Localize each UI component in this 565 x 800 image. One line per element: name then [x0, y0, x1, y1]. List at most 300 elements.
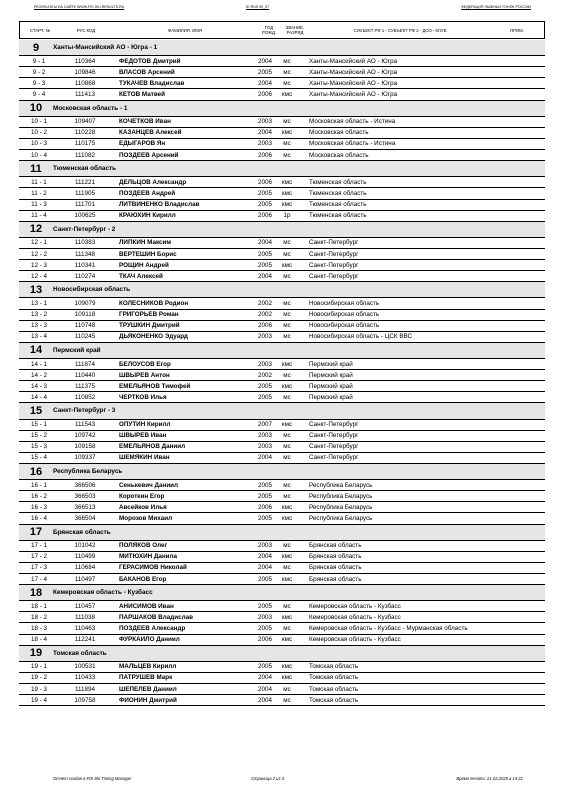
rank-cell: мс [283, 140, 291, 148]
athlete-name-cell: АНИСИМОВ Иван [119, 602, 174, 610]
rank-cell: кмс [281, 421, 293, 429]
rus-code-cell: 109846 [74, 68, 96, 76]
rank-cell: кмс [281, 129, 293, 137]
subject-region-cell: Тюменская область [309, 178, 367, 186]
table-row [19, 673, 545, 684]
rus-code-cell: 110684 [74, 564, 96, 572]
subject-region-cell: Новосибирская область [309, 299, 380, 307]
subject-region-cell: Томская область [309, 696, 359, 704]
rus-code-cell: 110341 [74, 261, 96, 269]
rus-code-cell: 101042 [74, 542, 96, 550]
athlete-name-cell: ШВЫРЕВ Антон [119, 371, 170, 379]
birth-year-cell: 2005 [257, 481, 272, 489]
team-group [19, 343, 545, 404]
birth-year-cell: 2005 [257, 602, 272, 610]
table-row [19, 238, 545, 249]
athlete-name-cell: ПОЗДЕЕВ Александр [119, 624, 186, 632]
athlete-name-cell: ЧЕРТКОВ Илья [119, 393, 167, 401]
athlete-name-cell: МАЛЬЦЕВ Кирилл [119, 663, 177, 671]
footer-page-number: Страница 2 из 3 [251, 776, 284, 781]
team-number: 16 [29, 465, 43, 478]
birth-year-cell: 2004 [257, 79, 272, 87]
rus-code-cell: 110274 [74, 272, 96, 280]
team-name: Санкт-Петербург - 3 [53, 407, 116, 415]
subject-region-cell: Томская область [309, 663, 359, 671]
rank-cell: кмс [281, 674, 293, 682]
rus-code-cell: 109158 [74, 443, 96, 451]
start-number-cell: 18 - 3 [30, 624, 48, 632]
athlete-name-cell: КРАЮХИН Кирилл [119, 212, 176, 220]
team-name: Ханты-Мансийский АО - Югра - 1 [53, 44, 158, 52]
start-number-cell: 9 - 2 [32, 68, 46, 76]
athlete-name-cell: Короткин Егор [119, 492, 165, 500]
birth-year-cell: 2004 [257, 674, 272, 682]
col-note: ПРИМ. [510, 27, 524, 33]
athlete-name-cell: ДЬЯКОНЕНКО Эдуард [119, 333, 188, 341]
start-number-cell: 19 - 3 [30, 685, 48, 693]
start-number-cell: 13 - 2 [30, 311, 48, 319]
table-row [19, 150, 545, 161]
table-row [19, 128, 545, 139]
athlete-name-cell: ЛИПКИН Максим [119, 239, 172, 247]
rank-cell: кмс [281, 189, 293, 197]
team-number: 9 [32, 41, 40, 54]
team-header [19, 646, 545, 662]
table-row [19, 67, 545, 78]
athlete-name-cell: ШЕМЯКИН Иван [119, 454, 170, 462]
start-number-cell: 10 - 4 [30, 151, 48, 159]
rank-cell: 1р [283, 212, 291, 220]
subject-region-cell: Республика Беларусь [309, 481, 373, 489]
birth-year-cell: 2006 [257, 178, 272, 186]
rus-code-cell: 110497 [74, 575, 96, 583]
rank-cell: мс [283, 322, 291, 330]
athlete-name-cell: ПАРШАКОВ Владислав [119, 613, 193, 621]
rank-cell: кмс [281, 575, 293, 583]
rus-code-cell: 110868 [74, 79, 96, 87]
rus-code-cell: 111375 [74, 382, 96, 390]
rus-code-cell: 111413 [74, 91, 96, 99]
birth-year-cell: 2003 [257, 118, 272, 126]
rank-cell: кмс [281, 636, 293, 644]
table-row [19, 541, 545, 552]
start-number-cell: 12 - 2 [30, 250, 48, 258]
team-name: Московская область - 1 [53, 104, 128, 112]
header-right-text: ФЕДЕРАЦИЯ ЛЫЖНЫХ ГОНОК РОССИИ [461, 5, 531, 9]
start-number-cell: 9 - 1 [32, 57, 46, 65]
footer-software: Отчет создан в FIS Ski Timing Manager [53, 776, 132, 781]
athlete-name-cell: ОПУТИН Кирилл [119, 421, 171, 429]
rank-cell: мс [283, 311, 291, 319]
team-header [19, 222, 545, 238]
rus-code-cell: 111543 [74, 421, 96, 429]
rus-code-cell: 109118 [74, 311, 96, 319]
rank-cell: мс [283, 299, 291, 307]
table-row [19, 695, 545, 706]
rus-code-cell: 110364 [74, 57, 96, 65]
athlete-name-cell: ПОЗДЕЕВ Андрей [119, 189, 176, 197]
rus-code-cell: 110748 [74, 322, 96, 330]
rank-cell: кмс [281, 201, 293, 209]
rus-code-cell: 110852 [74, 393, 96, 401]
subject-region-cell: Республика Беларусь [309, 503, 373, 511]
rank-cell: кмс [281, 360, 293, 368]
rus-code-cell: 111348 [74, 250, 96, 258]
team-header [19, 101, 545, 117]
rank-cell: мс [283, 443, 291, 451]
rank-cell: мс [283, 250, 291, 258]
subject-region-cell: Кемеровская область - Кузбасс [309, 636, 401, 644]
team-header [19, 464, 545, 480]
table-row [19, 117, 545, 128]
team-group [19, 403, 545, 464]
rus-code-cell: 110175 [74, 140, 96, 148]
birth-year-cell: 2003 [257, 140, 272, 148]
athlete-name-cell: ФИОНИН Дмитрий [119, 696, 177, 704]
athlete-name-cell: ГРИГОРЬЕВ Роман [119, 311, 179, 319]
athlete-name-cell: КАЗАНЦЕВ Алексей [119, 129, 182, 137]
athlete-name-cell: ТРУШКИН Дмитрий [119, 322, 180, 330]
table-row [19, 56, 545, 67]
birth-year-cell: 2004 [257, 696, 272, 704]
start-number-cell: 19 - 1 [30, 663, 48, 671]
rus-code-cell: 109337 [74, 454, 96, 462]
subject-region-cell: Томская область [309, 674, 359, 682]
start-number-cell: 18 - 2 [30, 613, 48, 621]
page-footer [53, 776, 523, 786]
start-number-cell: 16 - 2 [30, 492, 48, 500]
table-row [19, 601, 545, 612]
team-group [19, 646, 545, 707]
rank-cell: мс [283, 696, 291, 704]
athlete-name-cell: ПОЗДЕЕВ Арсений [119, 151, 179, 159]
start-number-cell: 16 - 3 [30, 503, 48, 511]
team-name: Республика Беларусь [53, 468, 123, 476]
team-header [19, 161, 545, 177]
table-row [19, 431, 545, 442]
rank-cell: мс [283, 272, 291, 280]
start-number-cell: 11 - 3 [31, 201, 47, 209]
table-row [19, 491, 545, 502]
team-number: 10 [29, 102, 43, 115]
subject-region-cell: Брянская область [309, 542, 362, 550]
table-row [19, 574, 545, 585]
team-group [19, 40, 545, 101]
rank-cell: кмс [281, 178, 293, 186]
table-row [19, 635, 545, 646]
athlete-name-cell: ФЕДОТОВ Дмитрий [119, 57, 181, 65]
team-group [19, 222, 545, 283]
team-number: 18 [29, 586, 43, 599]
table-row [19, 249, 545, 260]
table-row [19, 89, 545, 100]
birth-year-cell: 2006 [257, 212, 272, 220]
table-row [19, 78, 545, 89]
birth-year-cell: 2005 [257, 250, 272, 258]
subject-region-cell: Новосибирская область - ЦСК ВВС [309, 333, 413, 341]
subject-region-cell: Ханты-Мансийский АО - Югра [309, 68, 398, 76]
birth-year-cell: 2005 [257, 624, 272, 632]
rus-code-cell: 109079 [74, 299, 96, 307]
rus-code-cell: 111874 [74, 360, 96, 368]
birth-year-cell: 2006 [257, 151, 272, 159]
rus-code-cell: 366504 [74, 514, 96, 522]
team-header [19, 525, 545, 541]
rank-cell: мс [283, 151, 291, 159]
start-number-cell: 17 - 3 [30, 564, 48, 572]
start-number-cell: 12 - 3 [30, 261, 48, 269]
birth-year-cell: 2004 [257, 57, 272, 65]
team-number: 14 [29, 344, 43, 357]
start-number-cell: 16 - 1 [30, 481, 48, 489]
subject-region-cell: Санкт-Петербург [309, 432, 359, 440]
rus-code-cell: 110228 [74, 129, 96, 137]
table-row [19, 502, 545, 513]
team-name: Пермский край [53, 346, 101, 354]
subject-region-cell: Санкт-Петербург [309, 454, 359, 462]
rank-cell: мс [283, 685, 291, 693]
athlete-name-cell: БЕЛОУСОВ Егор [119, 360, 171, 368]
rus-code-cell: 109758 [74, 696, 96, 704]
rus-code-cell: 366503 [74, 492, 96, 500]
athlete-name-cell: ПОЛЯКОВ Олег [119, 542, 168, 550]
subject-region-cell: Пермский край [309, 393, 353, 401]
team-name: Томская область [53, 649, 107, 657]
rus-code-cell: 111701 [74, 201, 96, 209]
team-group [19, 282, 545, 343]
team-number: 11 [30, 162, 42, 175]
rus-code-cell: 109742 [74, 432, 96, 440]
rus-code-cell: 110245 [74, 333, 96, 341]
col-birth-year: ГОД РОЖД. [261, 25, 277, 35]
birth-year-cell: 2005 [257, 261, 272, 269]
start-number-cell: 19 - 4 [30, 696, 48, 704]
table-row [19, 453, 545, 464]
athlete-name-cell: ВЕРТЕШИН Борис [119, 250, 177, 258]
rus-code-cell: 110440 [74, 371, 96, 379]
subject-region-cell: Санкт-Петербург [309, 239, 359, 247]
athlete-name-cell: Морозов Михаил [119, 514, 173, 522]
subject-region-cell: Тюменская область [309, 201, 367, 209]
rus-code-cell: 110499 [74, 553, 96, 561]
team-header [19, 282, 545, 298]
team-group [19, 161, 545, 222]
start-number-cell: 12 - 4 [30, 272, 48, 280]
col-rus-code: РУС КОД [76, 27, 96, 33]
rus-code-cell: 112241 [74, 636, 96, 644]
rus-code-cell: 111905 [74, 189, 96, 197]
team-header [19, 40, 545, 56]
athlete-name-cell: МИТЮХИН Данила [119, 553, 178, 561]
column-header-row [19, 21, 545, 39]
table-row [19, 200, 545, 211]
birth-year-cell: 2005 [257, 68, 272, 76]
rus-code-cell: 109407 [74, 118, 96, 126]
start-number-cell: 15 - 3 [30, 443, 48, 451]
start-number-cell: 14 - 2 [30, 371, 48, 379]
rus-code-cell: 111221 [74, 178, 96, 186]
table-row [19, 271, 545, 282]
birth-year-cell: 2003 [257, 542, 272, 550]
header-left-link[interactable]: РЕЗУЛЬТАТЫ НА САЙТЕ WWW.FIS-SKI-RESULTS.RU [34, 5, 125, 9]
subject-region-cell: Ханты-Мансийский АО - Югра [309, 79, 398, 87]
rus-code-cell: 366506 [74, 481, 96, 489]
rank-cell: мс [283, 333, 291, 341]
table-row [19, 480, 545, 491]
start-number-cell: 14 - 1 [30, 360, 48, 368]
birth-year-cell: 2005 [257, 663, 272, 671]
rank-cell: мс [283, 492, 291, 500]
team-group [19, 464, 545, 525]
table-row [19, 332, 545, 343]
rank-cell: мс [283, 481, 291, 489]
table-row [19, 623, 545, 634]
team-number: 12 [29, 223, 43, 236]
birth-year-cell: 2003 [257, 613, 272, 621]
rank-cell: мс [283, 602, 291, 610]
birth-year-cell: 2004 [257, 564, 272, 572]
start-number-cell: 14 - 4 [30, 393, 48, 401]
birth-year-cell: 2004 [257, 685, 272, 693]
athlete-name-cell: ТКАЧ Алексей [119, 272, 163, 280]
rus-code-cell: 111894 [74, 685, 96, 693]
athlete-name-cell: ШВЫРЕВ Иван [119, 432, 167, 440]
subject-region-cell: Новосибирская область [309, 322, 380, 330]
birth-year-cell: 2006 [257, 91, 272, 99]
start-number-cell: 11 - 1 [31, 178, 47, 186]
rank-cell: кмс [281, 91, 293, 99]
rus-code-cell: 111038 [74, 613, 96, 621]
birth-year-cell: 2004 [257, 454, 272, 462]
subject-region-cell: Московская область [309, 129, 369, 137]
start-number-cell: 15 - 2 [30, 432, 48, 440]
birth-year-cell: 2002 [257, 371, 272, 379]
subject-region-cell: Московская область - Истина [309, 140, 396, 148]
team-group [19, 585, 545, 646]
athlete-name-cell: ДЕЛЬЦОВ Александр [119, 178, 187, 186]
subject-region-cell: Санкт-Петербург [309, 272, 359, 280]
start-number-cell: 9 - 3 [32, 79, 46, 87]
start-number-cell: 17 - 2 [30, 553, 48, 561]
rank-cell: кмс [281, 261, 293, 269]
athlete-name-cell: Сенькевич Даниил [119, 481, 179, 489]
athlete-name-cell: КЕТОВ Матвей [119, 91, 165, 99]
table-row [19, 563, 545, 574]
subject-region-cell: Московская область - Истина [309, 118, 396, 126]
subject-region-cell: Санкт-Петербург [309, 261, 359, 269]
rank-cell: мс [283, 542, 291, 550]
team-number: 13 [29, 283, 43, 296]
athlete-name-cell: ГЕРАСИМОВ Николай [119, 564, 187, 572]
birth-year-cell: 2002 [257, 299, 272, 307]
subject-region-cell: Брянская область [309, 564, 362, 572]
subject-region-cell: Кемеровская область - Кузбасс - Мурманская область [309, 624, 468, 632]
start-number-cell: 10 - 2 [30, 129, 48, 137]
table-row [19, 513, 545, 524]
start-number-cell: 13 - 1 [30, 299, 48, 307]
subject-region-cell: Московская область [309, 151, 369, 159]
athlete-name-cell: ПАТРУШЕВ Марк [119, 674, 173, 682]
team-group [19, 101, 545, 162]
birth-year-cell: 2006 [257, 636, 272, 644]
rank-cell: мс [283, 564, 291, 572]
col-rank: ЗВАНИЕ, РАЗРЯД [285, 25, 305, 35]
rus-code-cell: 111082 [74, 151, 96, 159]
team-name: Новосибирская область [53, 286, 131, 294]
birth-year-cell: 2005 [257, 382, 272, 390]
birth-year-cell: 2003 [257, 333, 272, 341]
page-header [34, 4, 531, 12]
subject-region-cell: Республика Беларусь [309, 514, 373, 522]
table-row [19, 359, 545, 370]
rank-cell: кмс [281, 553, 293, 561]
birth-year-cell: 2003 [257, 360, 272, 368]
table-row [19, 310, 545, 321]
subject-region-cell: Тюменская область [309, 212, 367, 220]
birth-year-cell: 2006 [257, 503, 272, 511]
athlete-name-cell: ЕДЫГАРОВ Ян [119, 140, 166, 148]
subject-region-cell: Пермский край [309, 371, 353, 379]
team-header [19, 403, 545, 419]
team-header [19, 343, 545, 359]
subject-region-cell: Кемеровская область - Кузбасс [309, 602, 401, 610]
table-row [19, 442, 545, 453]
subject-region-cell: Тюменская область [309, 189, 367, 197]
athlete-name-cell: ЛИТВИНЕНКО Владислав [119, 201, 200, 209]
table-row [19, 612, 545, 623]
subject-region-cell: Пермский край [309, 360, 353, 368]
rus-code-cell: 100531 [74, 663, 96, 671]
table-row [19, 177, 545, 188]
birth-year-cell: 2005 [257, 492, 272, 500]
start-number-cell: 17 - 1 [30, 542, 48, 550]
table-row [19, 420, 545, 431]
athlete-name-cell: ЕМЕЛЬЯНОВ Даниил [119, 443, 186, 451]
rus-code-cell: 110457 [74, 602, 96, 610]
athlete-name-cell: ШЕПЕЛЕВ Даниил [119, 685, 177, 693]
rus-code-cell: 366513 [74, 503, 96, 511]
subject-region-cell: Новосибирская область [309, 311, 380, 319]
subject-region-cell: Брянская область [309, 575, 362, 583]
start-number-cell: 12 - 1 [30, 239, 48, 247]
team-name: Санкт-Петербург - 2 [53, 225, 116, 233]
rank-cell: кмс [281, 514, 293, 522]
rank-cell: мс [283, 371, 291, 379]
team-number: 19 [29, 647, 43, 660]
rus-code-cell: 110433 [74, 674, 96, 682]
birth-year-cell: 2007 [257, 421, 272, 429]
subject-region-cell: Республика Беларусь [309, 492, 373, 500]
table-row [19, 321, 545, 332]
col-subject: СУБЪЕКТ РФ 1 - СУБЪЕКТ РФ 2 - ДСО - КЛУБ [353, 27, 447, 33]
team-name: Брянская область [53, 528, 111, 536]
rank-cell: мс [283, 454, 291, 462]
start-number-cell: 19 - 2 [30, 674, 48, 682]
rank-cell: мс [283, 68, 291, 76]
birth-year-cell: 2005 [257, 201, 272, 209]
table-row [19, 684, 545, 695]
rank-cell: кмс [281, 613, 293, 621]
subject-region-cell: Пермский край [309, 382, 353, 390]
birth-year-cell: 2002 [257, 311, 272, 319]
subject-region-cell: Санкт-Петербург [309, 443, 359, 451]
table-row [19, 552, 545, 563]
table-row [19, 392, 545, 403]
birth-year-cell: 2004 [257, 239, 272, 247]
team-number: 17 [29, 526, 43, 539]
subject-region-cell: Санкт-Петербург [309, 421, 359, 429]
athlete-name-cell: ФУРКАЙЛО Даниил [119, 636, 180, 644]
